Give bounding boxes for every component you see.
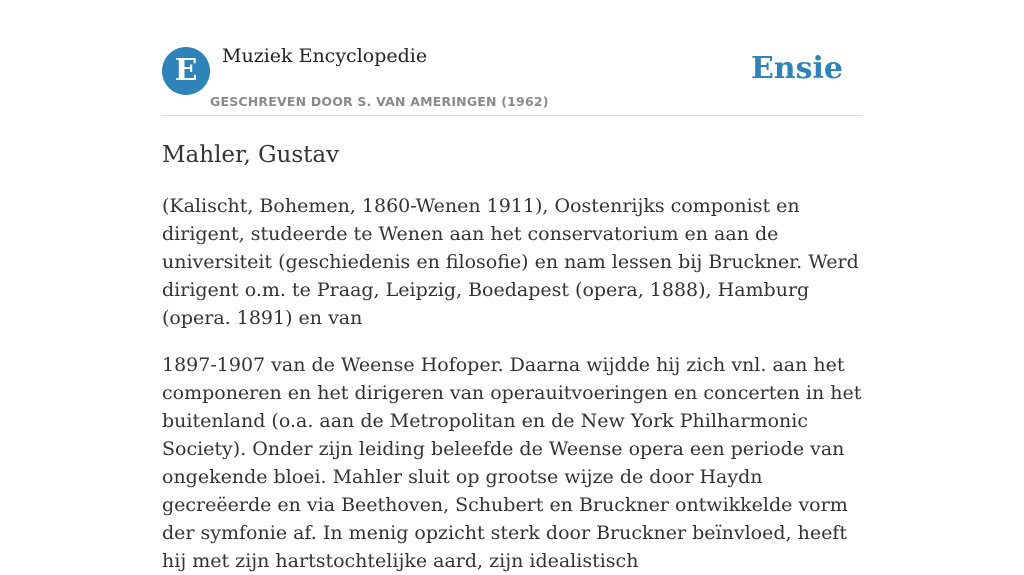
entry-paragraph-1: (Kalischt, Bohemen, 1860-Wenen 1911), Oostenrijks componist en dirigent, studeerde te Wenen aan het conservatorium en aan de universiteit (geschiedenis en filosofie) en nam lessen bij Bruckner. Werd dirigent o.m. te Praag, Leipzig, Boedapest (opera, 1888), Hamburg (opera. 1891) en van xyxy=(162,195,859,329)
ensie-logo[interactable]: Ensie xyxy=(750,51,843,86)
content-column xyxy=(162,0,862,575)
author-byline: GESCHREVEN DOOR S. VAN AMERINGEN (1962) xyxy=(210,94,549,109)
entry-title: Mahler, Gustav xyxy=(162,142,340,168)
entry-paragraph-2: 1897-1907 van de Weense Hofoper. Daarna wijdde hij zich vnl. aan het componeren en het dirigeren van operauitvoeringen en concerten in het buitenland (o.a. aan de Metropolitan en de New York Philharmonic Society). Onder zijn leiding beleefde de Weense opera een periode van ongekende bloei. Mahler sluit op grootse wijze de door Haydn gecreëerde en via Beethoven, Schubert en Bruckner ontwikkelde vorm der symfonie af. In menig opzicht sterk door Bruckner beïnvloed, heeft hij met zijn hartstochtelijke aard, zijn idealistisch xyxy=(162,354,862,572)
encyclopedie-logo-icon[interactable]: E xyxy=(162,47,210,95)
book-title[interactable]: Muziek Encyclopedie xyxy=(222,45,428,67)
header xyxy=(162,0,862,116)
